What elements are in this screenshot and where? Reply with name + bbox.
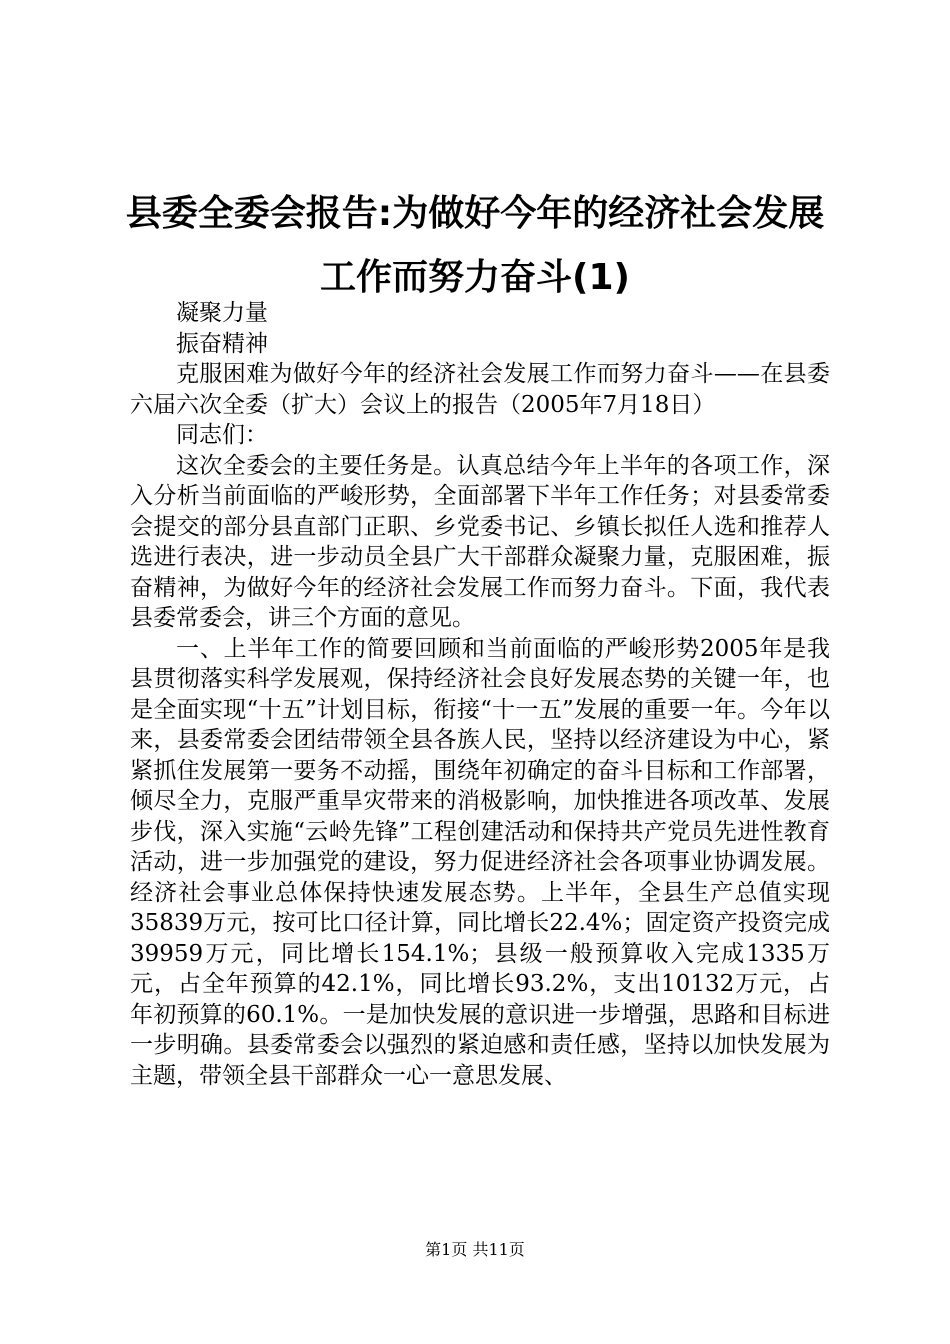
document-title <box>100 182 850 310</box>
title-line-2: 工作而努力奋斗(1) <box>320 257 630 298</box>
paragraph: 克服困难为做好今年的经济社会发展工作而努力奋斗——在县委六届六次全委（扩大）会议上的报告（2005年7月18日） <box>130 361 830 418</box>
page-number: 第1页 共11页 <box>425 1240 525 1259</box>
page-footer <box>0 1240 950 1260</box>
document-body <box>130 298 830 1091</box>
title-line-1: 县委全委会报告:为做好今年的经济社会发展 <box>125 193 825 234</box>
paragraph: 同志们： <box>176 422 268 448</box>
paragraph: 这次全委会的主要任务是。认真总结今年上半年的各项工作，深入分析当前面临的严峻形势，全面部署下半年工作任务；对县委常委会提交的部分县直部门正职、乡党委书记、乡镇长拟任人选和推荐人选进行表决，进一步动员全县广大干部群众凝聚力量，克服困难，振奋精神，为做好今年的经济社会发展工作而努力奋斗。下面，我代表县委常委会，讲三个方面的意见。 <box>130 452 830 631</box>
paragraph: 一、上半年工作的简要回顾和当前面临的严峻形势2005年是我县贯彻落实科学发展观，保持经济社会良好发展态势的关键一年，也是全面实现“十五”计划目标，衔接“十一五”发展的重要一年。今年以来，县委常委会团结带领全县各族人民，坚持以经济建设为中心，紧紧抓住发展第一要务不动摇，围绕年初确定的奋斗目标和工作部署，倾尽全力，克服严重旱灾带来的消极影响，加快推进各项改革、发展步伐，深入实施“云岭先锋”工程创建活动和保持共产党员先进性教育活动，进一步加强党的建设，努力促进经济社会各项事业协调发展。经济社会事业总体保持快速发展态势。上半年，全县生产总值实现35839万元，按可比口径计算，同比增长22.4%；固定资产投资完成39959万元，同比增长154.1%；县级一般预算收入完成1335万元，占全年预算的42.1%，同比增长93.2%，支出10132万元，占年初预算的60.1%。一是加快发展的意识进一步增强，思路和目标进一步明确。县委常委会以强烈的紧迫感和责任感，坚持以加快发展为主题，带领全县干部群众一心一意思发展、 <box>130 635 830 1089</box>
paragraph: 凝聚力量 <box>176 300 268 326</box>
paragraph: 振奋精神 <box>176 330 268 357</box>
